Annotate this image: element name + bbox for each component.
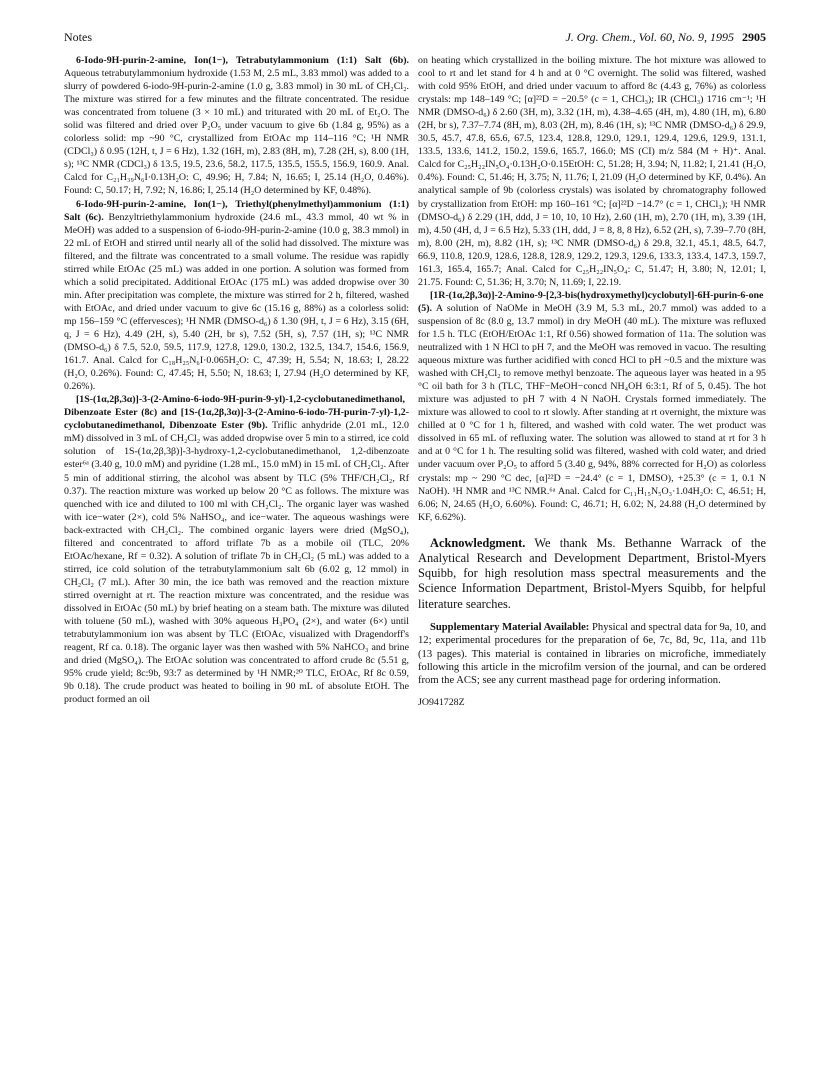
running-header <box>64 30 766 46</box>
paragraph-8c-9b <box>64 393 409 706</box>
page-number: 2905 <box>742 30 766 44</box>
compound-6b-title: 6-Iodo-9H-purin-2-amine, Ion(1−), Tetrabutylammonium (1:1) Salt (6b). <box>76 55 409 66</box>
compound-6c-title: 6-Iodo-9H-purin-2-amine, Ion(1−), Triethyl(phenylmethyl)ammonium (1:1) Salt (6c). <box>64 198 409 223</box>
paragraph-6c <box>64 198 409 394</box>
journal-name: J. Org. Chem., Vol. 60, No. 9, 1995 <box>565 30 734 44</box>
compound-6b-body: Aqueous tetrabutylammonium hydroxide (1.53 M, 2.5 mL, 3.83 mmol) was added to a slurry of powdered 6-iodo-9H-purin-2-amine (1.0 g, 3.83 mmol) in 30 mL of CH₂Cl₂. The mixture was stirred for a few minutes and the filtrate concentrated. The residue was concentrated from toluene (3 × 10 mL) and triturated with 20 mL of Et₂O. The solid was filtered and dried over P₂O₅ under vacuum to give 6b (1.84 g, 95%) as a colorless solid: mp ~90 °C, crystallized from EtOAc mp 114–116 °C; ¹H NMR (CDCl₃) δ 0.95 (12H, t, J = 6 Hz), 1.32 (16H, m), 2.83 (8H, m), 7.28 (2H, s), 8.00 (1H, s); ¹³C NMR (CDCl₃) δ 13.5, 19.5, 23.6, 58.2, 117.5, 135.5, 155.5, 156.9, 160.9. Anal. Calcd for C₂₁H₃₉N₆I·0.13H₂O: C, 49.96; H, 7.84; N, 16.65; I, 25.14 (H₂O, 0.46%). Found: C, 50.17; H, 7.92; N, 16.86; I, 25.14 (H₂O determined by KF, 0.48%). <box>64 68 409 197</box>
left-column <box>64 54 409 706</box>
acknowledgment <box>418 536 766 612</box>
continued-paragraph: on heating which crystallized in the boiling mixture. The hot mixture was allowed to cool to rt and let stand for 4 h and at 0 °C overnight. The solid was filtered, washed with cold 95% EtOH, and dried under vacuum to afford 8c (4.43 g, 76%) as colorless crystals: mp 148–149 °C; [α]²²D = −20.5° (c = 1, CHCl₃); IR (CHCl₃) 1716 cm⁻¹; ¹H NMR (DMSO-d₆) δ 2.60 (3H, m), 3.32 (1H, m), 4.38–4.65 (4H, m), 4.80 (1H, m), 6.80 (2H, br s), 7.37–7.74 (8H, m), 8.03 (2H, m), 8.46 (1H, s); ¹³C NMR (DMSO-d₆) δ 29.9, 30.5, 45.7, 47.8, 65.6, 67.5, 123.4, 128.8, 129.0, 129.1, 129.4, 129.6, 129.9, 131.1, 133.5, 133.6, 141.2, 150.2, 159.6, 165.7, 166.0; MS (CI) m/z 584 (M + H)⁺. Anal. Calcd for C₂₅H₂₂IN₅O₄·0.13H₂O·0.15EtOH: C, 51.28; H, 3.94; N, 11.82; I, 21.41 (H₂O, 0.4%). Found: C, 51.46; H, 3.75; N, 11.76; I, 21.09 (H₂O determined by KF, 0.4%). An analytical sample of 9b (colorless crystals) was isolated by chromatography followed by crystallization from EtOH: mp 160–161 °C; [α]²²D −14.7° (c = 1, CHCl₃); ¹H NMR (DMSO-d₆) δ 2.29 (1H, ddd, J = 10, 10, 10 Hz), 2.60 (1H, m), 2.70 (1H, m), 3.39 (1H, m), 4.50 (4H, d, J = 6.5 Hz), 5.33 (1H, ddd, J = 8, 8, 8 Hz), 6.52 (2H, s), 7.39–7.70 (8H, m), 8.00 (2H, m), 8.82 (1H, s); ¹³C NMR (DMSO-d₆) δ 29.8, 32.1, 45.1, 48.5, 64.7, 66.9, 110.8, 120.9, 128.6, 128.8, 128.9, 129.2, 129.3, 129.6, 133.3, 133.4, 147.3, 159.7, 161.3, 165.4, 165.7; Anal. Calcd for C₂₅H₂₂IN₅O₄: C, 51.47; H, 3.80; N, 12.01; I, 21.75. Found: C, 51.36; H, 3.70; N, 11.69; I, 22.19. <box>418 55 766 288</box>
compound-8c-9b-body: Triflic anhydride (2.01 mL, 12.0 mM) dissolved in 3 mL of CH₂Cl₂ was added dropwise over 5 min to a stirred, ice cold solution of 1S-(1α,2β,3β)]-3-hydroxy-1,2-cyclobutanedimethanol, 1,2-dibenzoate ester⁶ᵃ (3.40 g, 10.0 mM) and pyridine (1.28 mL, 15.0 mM) in 15 mL of CH₂Cl₂. After 5 min of additional stirring, the alcohol was absent by TLC (5% THF/CH₂Cl₂, Rf 0.37). The reaction mixture was worked up below 20 °C as follows. The mixture was quenched with ice and diluted to 100 ml with CH₂Cl₂. The organic layer was washed with ice−water (2×), cold 5% NaHSO₄, and ice−water. The aqueous washings were back-extracted with CH₂Cl₂. The combined organic layers were dried (MgSO₄), filtered and concentrated to afford triflate 7b as a mobile oil (TLC, 20% EtOAc/hexane, Rf = 0.32). A solution of triflate 7b in CH₂Cl₂ (5 mL) was added to a stirred, ice cold solution of the tetrabutylammonium salt 6b (6.02 g, 12 mmol) in CH₂Cl₂ (7 mL). After 30 min, the ice bath was removed and the reaction mixture stirred overnight at rt. The reaction mixture was concentrated, and the residue was dissolved in EtOAc (50 mL) by brief heating on a steam bath. The mixture was diluted with toluene (50 mL), washed with 30% aqueous H₃PO₄ (2×), and water (6×) until tetrabutylammonium ion was absent by TLC (EtOAc, visualized with Dragendorff's reagent, Rf ca. 0.18). The organic layer was then washed with 5% NaHCO₃ and brine and dried (MgSO₄). The EtOAc solution was concentrated to afford crude 8c (5.51 g, 95% crude yield; 8c:9b, 93:7 as determined by ¹H NMR;²⁰ TLC, EtOAc, Rf 8c 0.59, 9b 0.18). The crude product was heated to boiling in 90 mL of absolute EtOH. The product formed an oil <box>64 420 409 706</box>
section-label: Notes <box>64 30 92 44</box>
right-column <box>418 54 766 709</box>
supplementary-body: Physical and spectral data for 9a, 10, and 12; experimental procedures for the preparation of 6e, 7c, 8d, 9c, 11a, and 11b (13 pages). This material is contained in libraries on microfiche, immediately following this article in the microfilm version of the journal, and can be ordered from the ACS; see any current masthead page for ordering information. <box>418 621 766 687</box>
compound-5-title: [1R-(1α,2β,3α)]-2-Amino-9-[2,3-bis(hydroxymethyl)cyclobutyl]-6H-purin-6-one (5). <box>418 289 764 314</box>
supplementary-material <box>418 621 766 688</box>
paragraph-compound-5 <box>418 289 766 524</box>
supplementary-title: Supplementary Material Available: <box>430 621 590 633</box>
manuscript-code: JO941728Z <box>418 696 465 708</box>
compound-8c-9b-title: [1S-(1α,2β,3α)]-3-(2-Amino-6-iodo-9H-purin-9-yl)-1,2-cyclobutanedimethanol, Dibenzoate Ester (8c) and [1S-(1α,2β,3α)]-3-(2-Amino-6-iodo-7H-purin-7-yl)-1,2-cyclobutanedimethanol, Dibenzoate Ester (9b). <box>64 394 409 432</box>
acknowledgment-title: Acknowledgment. <box>430 535 526 550</box>
compound-6c-body: Benzyltriethylammonium hydroxide (24.6 mL, 43.3 mmol, 40 wt % in MeOH) was added to a suspension of 6-iodo-9H-purin-2-amine (10.0 g, 38.3 mmol) in 22 mL of EtOH and stirred until nearly all of the solid had dissolved. The mixture was filtered, and the filtrate was concentrated to a small volume. The residue was rapidly stirred while EtOAc (25 mL) was added in one portion. A solution was formed from which a solid precipitated. Additional EtOAc (175 mL) was added dropwise over 30 min. After precipitation was complete, the mixture was stirred for 2 h, filtered, washed with EtOAc, and dried under vacuum to give 6c (15.16 g, 88%) as a colorless solid: mp 156–159 °C (effervesces); ¹H NMR (DMSO-d₆) δ 1.30 (9H, t, J = 6 Hz), 3.15 (6H, q, J = 6 Hz), 4.49 (2H, s), 5.40 (2H, br s), 7.52 (5H, s), 7.57 (1H, s); ¹³C NMR (DMSO-d₆) δ 7.5, 52.0, 59.5, 117.9, 127.8, 129.0, 130.2, 132.5, 134.7, 154.6, 156.9, 161.7. Anal. Calcd for C₁₈H₂₅N₆I·0.065H₂O: C, 47.39; H, 5.54; N, 18.63; I, 28.22 (H₂O, 0.26%). Found: C, 47.45; H, 5.50; N, 18.63; I, 27.94 (H₂O determined by KF, 0.26%). <box>64 211 409 393</box>
journal-citation <box>565 30 766 45</box>
acknowledgment-body: We thank Ms. Bethanne Warrack of the Analytical Research and Development Department, Bristol-Myers Squibb, for high resolution mass spectral measurements and the Science Information Department, Bristol-Myers Squibb, for helpful literature searches. <box>418 535 766 611</box>
paragraph-6b <box>64 54 409 198</box>
compound-5-body: A solution of NaOMe in MeOH (3.9 M, 5.3 mL, 20.7 mmol) was added to a suspension of 8c (8.0 g, 13.7 mmol) in dry MeOH (40 mL). The mixture was refluxed for 1.5 h. TLC (EtOH/EtOAc 1:1, Rf 0.56) showed formation of 11a. The solution was neutralized with 1 N HCl to pH 7, and the MeOH was removed in vacuo. The resulting aqueous mixture was further acidified with concd HCl to pH ~0.5 and the mixture was washed with CH₂Cl₂ to remove methyl benzoate. The aqueous layer was heated in a 95 °C oil bath for 3 h (TLC, THF−MeOH−concd NH₄OH 6:3:1, Rf of 5, 0.45). The hot mixture was adjusted to pH 7 with 4 N NaOH. Crystals formed immediately. The mixture was allowed to cool to rt slowly. After standing at rt overnight, the mixture was chilled at 0 °C for 1 h, filtered, and washed with cold water. The wet product was dissolved in 65 mL of refluxing water. The solution was allowed to stand at rt for 3 h and at 0 °C for 1 h. The resulting solid was filtered, washed with cold water, and dried under vacuum over P₂O₅ to afford 5 (3.40 g, 94%, 88% corrected for H₂O) as colorless crystals: mp ~ 290 °C dec, [α]²²D = −24.4° (c = 1, DMSO), +25.3° (c = 1, 0.1 N NaOH). ¹H NMR and ¹³C NMR.⁶ᵃ Anal. Calcd for C₁₁H₁₅N₅O₃·1.04H₂O: C, 46.51; H, 6.06; N, 24.65 (H₂O, 6.60%). Found: C, 46.71; H, 6.02; N, 24.88 (H₂O determined by KF, 6.62%). <box>418 302 766 523</box>
